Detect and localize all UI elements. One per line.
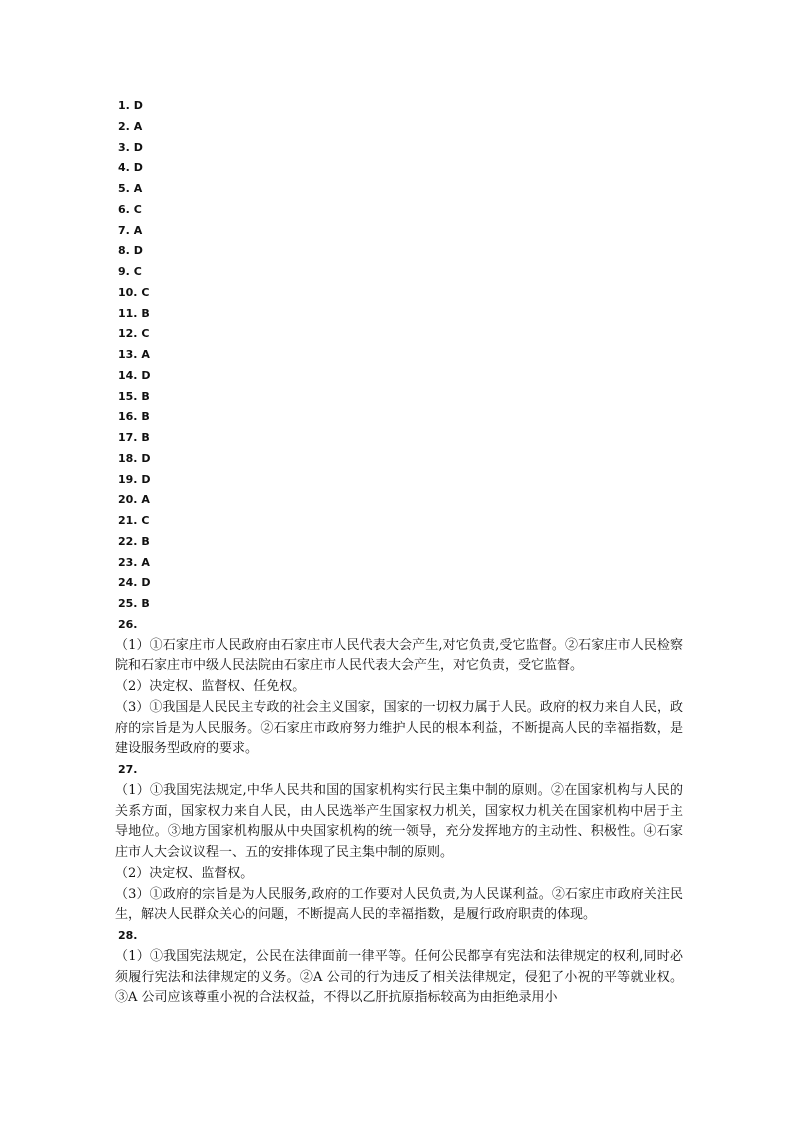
answer-letter: B bbox=[141, 534, 150, 548]
answer-item bbox=[118, 179, 683, 200]
answer-item bbox=[118, 407, 683, 428]
answer-letter: D bbox=[141, 576, 151, 590]
answer-number: 15. bbox=[118, 389, 138, 403]
answer-item bbox=[118, 117, 683, 138]
answer-item bbox=[118, 511, 683, 532]
answer-number: 5. bbox=[118, 182, 130, 195]
answer-item bbox=[118, 470, 683, 491]
answer-letter: A bbox=[141, 348, 150, 361]
q28-answer-part-1: （1）①我国宪法规定，公民在法律面前一律平等。任何公民都享有宪法和法律规定的权利,同时必须履行宪法和法律规定的义务。②A 公司的行为违反了相关法律规定，侵犯了小祝的平等就业权。③A 公司应该尊重小祝的合法权益，不得以乙肝抗原指标较高为由拒绝录用小 bbox=[115, 948, 683, 1006]
answer-number: 22. bbox=[118, 534, 138, 548]
answer-number: 25. bbox=[118, 597, 138, 610]
multiple-choice-answers bbox=[118, 96, 683, 615]
answer-item bbox=[118, 594, 683, 615]
answer-item bbox=[118, 304, 683, 325]
answer-number: 12. bbox=[118, 327, 138, 341]
answer-item bbox=[118, 428, 683, 449]
answer-item bbox=[118, 324, 683, 345]
answer-letter: C bbox=[141, 285, 150, 299]
answer-item bbox=[118, 283, 683, 304]
answer-number: 21. bbox=[118, 514, 138, 527]
answer-item bbox=[118, 449, 683, 470]
answer-letter: A bbox=[141, 493, 150, 507]
answer-letter: A bbox=[141, 555, 150, 569]
answer-letter: D bbox=[133, 140, 143, 154]
question-number-28: 28. bbox=[118, 929, 138, 942]
answer-item bbox=[118, 262, 683, 283]
answer-letter: B bbox=[141, 389, 150, 403]
answer-number: 4. bbox=[118, 161, 130, 175]
answer-letter: A bbox=[133, 119, 143, 133]
answer-number: 13. bbox=[118, 348, 138, 361]
answer-number: 23. bbox=[118, 555, 138, 569]
answer-letter: D bbox=[141, 472, 151, 486]
answer-item bbox=[118, 221, 683, 242]
answer-letter: D bbox=[133, 244, 143, 258]
answer-number: 17. bbox=[118, 431, 138, 444]
answer-item bbox=[118, 96, 683, 117]
answer-item bbox=[118, 532, 683, 553]
answer-letter: D bbox=[133, 99, 143, 112]
answer-item bbox=[118, 345, 683, 366]
answer-letter: B bbox=[141, 431, 150, 444]
answer-item bbox=[118, 158, 683, 179]
question-number-26: 26. bbox=[118, 617, 138, 631]
answer-number: 11. bbox=[118, 306, 138, 320]
answer-number: 1. bbox=[118, 99, 130, 112]
answer-item bbox=[118, 138, 683, 159]
answer-letter: C bbox=[133, 202, 142, 216]
answer-number: 24. bbox=[118, 576, 138, 590]
answer-number: 19. bbox=[118, 472, 138, 486]
answer-number: 20. bbox=[118, 493, 138, 507]
q27-answer-part-1: （1）①我国宪法规定,中华人民共和国的国家机构实行民主集中制的原则。②在国家机构与人民的关系方面，国家权力来自人民，由人民选举产生国家权力机关，国家权力机关在国家机构中居于主导地位。③地方国家机构服从中央国家机构的统一领导，充分发挥地方的主动性、积极性。④石家庄市人大会议议程一、五的安排体现了民主集中制的原则。 bbox=[115, 782, 683, 860]
answer-letter: D bbox=[141, 451, 151, 465]
answer-item bbox=[118, 490, 683, 511]
answer-item bbox=[118, 200, 683, 221]
answer-number: 9. bbox=[118, 265, 130, 278]
answer-number: 8. bbox=[118, 244, 130, 258]
answer-letter: D bbox=[133, 161, 143, 175]
answer-letter: D bbox=[141, 368, 151, 382]
answer-number: 3. bbox=[118, 140, 130, 154]
answer-letter: C bbox=[141, 514, 150, 527]
answer-item bbox=[118, 573, 683, 594]
q26-answer-part-2: （2）决定权、监督权、任免权。 bbox=[115, 679, 306, 694]
answer-number: 10. bbox=[118, 285, 138, 299]
q27-answer-part-2: （2）决定权、监督权。 bbox=[115, 865, 254, 881]
answer-letter: B bbox=[141, 597, 150, 610]
answer-number: 7. bbox=[118, 223, 130, 237]
answer-number: 2. bbox=[118, 119, 130, 133]
answer-letter: A bbox=[133, 182, 143, 195]
answer-number: 14. bbox=[118, 368, 138, 382]
answer-item bbox=[118, 553, 683, 574]
question-number-27: 27. bbox=[118, 763, 138, 776]
answer-letter: C bbox=[141, 327, 150, 341]
answer-number: 16. bbox=[118, 410, 138, 424]
answer-number: 6. bbox=[118, 202, 130, 216]
q27-answer-part-3: （3）①政府的宗旨是为人民服务,政府的工作要对人民负责,为人民谋利益。②石家庄市政府关注民生，解决人民群众关心的问题，不断提高人民的幸福指数，是履行政府职责的体现。 bbox=[115, 886, 683, 923]
q26-answer-part-1: （1）①石家庄市人民政府由石家庄市人民代表大会产生,对它负责,受它监督。②石家庄市人民检察院和石家庄市中级人民法院由石家庄市人民代表大会产生，对它负责，受它监督。 bbox=[115, 637, 683, 674]
q26-answer-part-3: （3）①我国是人民民主专政的社会主义国家，国家的一切权力属于人民。政府的权力来自人民，政府的宗旨是为人民服务。②石家庄市政府努力维护人民的根本利益，不断提高人民的幸福指数，是建设服务型政府的要求。 bbox=[115, 699, 683, 757]
answer-item bbox=[118, 387, 683, 408]
answer-letter: A bbox=[133, 223, 143, 237]
answer-letter: C bbox=[133, 265, 142, 278]
answer-number: 18. bbox=[118, 451, 138, 465]
answer-item bbox=[118, 366, 683, 387]
answer-sheet bbox=[115, 96, 683, 1009]
answer-letter: B bbox=[141, 306, 150, 320]
answer-item bbox=[118, 241, 683, 262]
answer-letter: B bbox=[141, 410, 150, 424]
